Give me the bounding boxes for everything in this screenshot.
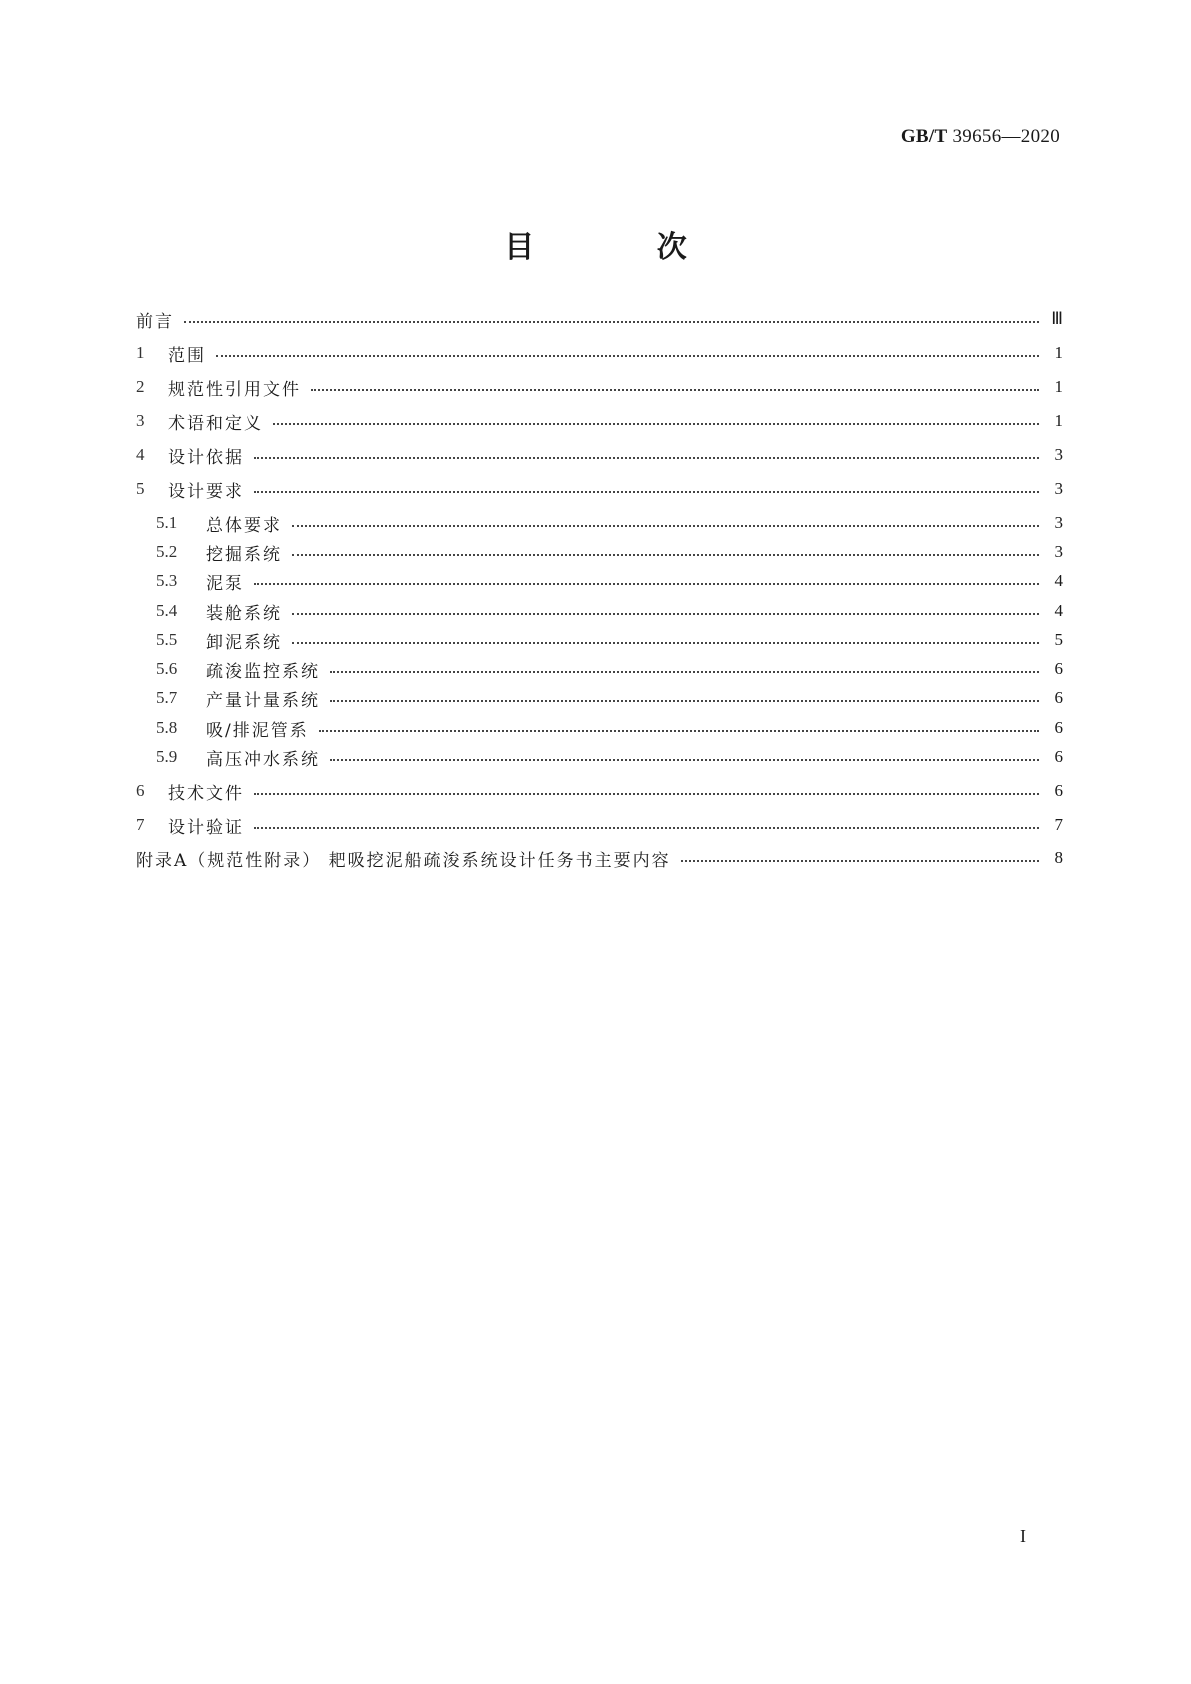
toc-entry-page: 6 <box>1054 747 1063 766</box>
toc-entry-5-8[interactable] <box>136 716 1063 740</box>
toc-entry-page: 1 <box>1054 377 1063 396</box>
toc-entry-number: 5.9 <box>156 747 178 766</box>
page-number: I <box>1020 1526 1026 1546</box>
toc-entry-5-9[interactable] <box>136 745 1063 769</box>
toc-entry-page: 1 <box>1054 343 1063 362</box>
toc-entry-appendix-a[interactable] <box>136 846 1063 870</box>
toc-entry-page: 8 <box>1054 848 1063 867</box>
toc-entry-5-4[interactable] <box>136 599 1063 623</box>
toc-leader <box>254 583 1039 585</box>
toc-entry-number: 2 <box>136 377 145 396</box>
toc-entry-label: 设计验证 <box>168 817 244 838</box>
toc-leader <box>330 700 1039 702</box>
toc-leader <box>254 457 1039 459</box>
toc-entry-page: 4 <box>1054 601 1063 620</box>
toc-entry-page: 3 <box>1054 445 1063 464</box>
toc-leader <box>681 860 1039 862</box>
toc-leader <box>292 525 1039 527</box>
toc-entry-label: 卸泥系统 <box>206 632 282 653</box>
toc-entry-page: 4 <box>1054 571 1063 590</box>
toc-entry-5-5[interactable] <box>136 628 1063 652</box>
toc-entry-page: 6 <box>1054 688 1063 707</box>
toc-entry-4[interactable] <box>136 443 1063 467</box>
toc-entry-6[interactable] <box>136 779 1063 803</box>
toc-entry-number: 7 <box>136 815 145 834</box>
toc-entry-page: 3 <box>1054 542 1063 561</box>
toc-leader <box>330 759 1039 761</box>
toc-entry-number: 6 <box>136 781 145 800</box>
toc-entry-number: 5.4 <box>156 601 178 620</box>
toc-entry-5-3[interactable] <box>136 569 1063 593</box>
page-title: 目 次 <box>504 230 743 265</box>
toc-leader <box>330 671 1039 673</box>
toc-entry-label: 泥泵 <box>206 573 244 594</box>
toc-leader <box>254 793 1039 795</box>
toc-entry-label: 技术文件 <box>168 783 244 804</box>
toc-entry-label: 高压冲水系统 <box>206 749 320 770</box>
toc-entry-5-1[interactable] <box>136 511 1063 535</box>
toc-leader <box>292 554 1039 556</box>
toc-entry-label: 规范性引用文件 <box>168 379 301 400</box>
toc-entry-label: 装舱系统 <box>206 603 282 624</box>
toc-leader <box>273 423 1039 425</box>
toc-entry-label: 前言 <box>136 311 174 332</box>
toc-entry-label: 疏浚监控系统 <box>206 661 320 682</box>
toc-entry-number: 4 <box>136 445 145 464</box>
toc-entry-label: 挖掘系统 <box>206 544 282 565</box>
toc-entry-5-2[interactable] <box>136 540 1063 564</box>
toc-entry-page: 6 <box>1054 659 1063 678</box>
toc-entry-number: 5.8 <box>156 718 178 737</box>
toc-entry-label: 产量计量系统 <box>206 690 320 711</box>
toc-entry-3[interactable] <box>136 409 1063 433</box>
toc-leader <box>319 730 1039 732</box>
toc-entry-page: 6 <box>1054 781 1063 800</box>
toc-entry-number: 5.1 <box>156 513 178 532</box>
toc-entry-number: 5.3 <box>156 571 178 590</box>
toc-entry-label: 吸/排泥管系 <box>206 720 309 741</box>
toc-leader <box>184 321 1039 323</box>
toc-entry-1[interactable] <box>136 341 1063 365</box>
standard-code <box>901 126 1060 148</box>
toc-entry-page: 3 <box>1054 513 1063 532</box>
standard-code-number: 39656—2020 <box>952 126 1060 147</box>
toc-entry-number: 5.2 <box>156 542 178 561</box>
standard-code-prefix: GB/T <box>900 126 948 147</box>
toc-entry-5-7[interactable] <box>136 686 1063 710</box>
toc-entry-7[interactable] <box>136 813 1063 837</box>
toc-entry-number: 1 <box>136 343 145 362</box>
toc-entry-label: 附录A（规范性附录） 耙吸挖泥船疏浚系统设计任务书主要内容 <box>136 850 671 871</box>
toc-entry-label: 设计要求 <box>168 481 244 502</box>
toc-entry-number: 5.5 <box>156 630 178 649</box>
toc-entry-page: 1 <box>1054 411 1063 430</box>
toc-entry-5[interactable] <box>136 477 1063 501</box>
toc-entry-label: 总体要求 <box>206 515 282 536</box>
toc-entry-preface[interactable] <box>136 307 1063 331</box>
toc-entry-number: 5.6 <box>156 659 178 678</box>
toc-leader <box>254 491 1039 493</box>
toc-entry-label: 术语和定义 <box>168 413 263 434</box>
toc-entry-number: 5.7 <box>156 688 178 707</box>
toc-entry-5-6[interactable] <box>136 657 1063 681</box>
toc-leader <box>311 389 1039 391</box>
toc-entry-number: 3 <box>136 411 145 430</box>
toc-leader <box>254 827 1039 829</box>
toc-leader <box>292 613 1039 615</box>
toc-entry-page: 5 <box>1054 630 1063 649</box>
toc-entry-2[interactable] <box>136 375 1063 399</box>
toc-entry-label: 范围 <box>168 345 206 366</box>
toc-entry-page: 7 <box>1054 815 1063 834</box>
toc-entry-page: 3 <box>1054 479 1063 498</box>
toc-entry-number: 5 <box>136 479 145 498</box>
toc-entry-label: 设计依据 <box>168 447 244 468</box>
toc-leader <box>216 355 1039 357</box>
toc-entry-page: 6 <box>1054 718 1063 737</box>
toc-entry-page: Ⅲ <box>1051 309 1063 328</box>
toc-leader <box>292 642 1039 644</box>
